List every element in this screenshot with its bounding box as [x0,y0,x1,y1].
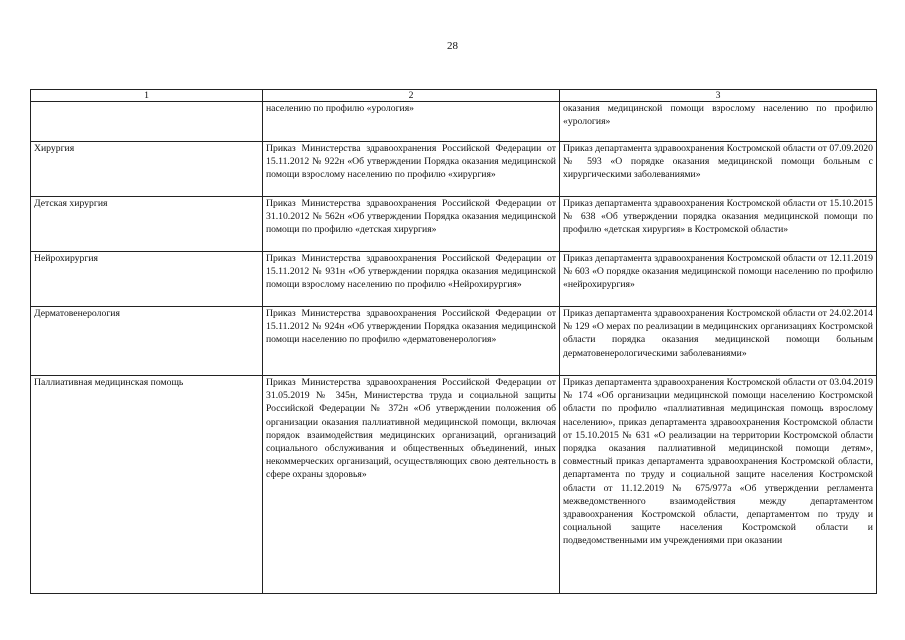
specialty-cell: Паллиативная медицинская помощь [31,376,263,594]
specialty-cell: Хирургия [31,142,263,197]
regional-order-cell: Приказ департамента здравоохранения Костромской области от 03.04.2019 № 174 «Об организации медицинской помощи населению Костромской области по профилю «паллиативная медицинская помощь взрослому населению», приказ департамента здравоохранения Костромской области от 15.10.2015 № 631 «О реализации на территории Костромской области порядка оказания паллиативной медицинской помощи детям», совместный приказ департамента здравоохранения Костромской области, департамента по труду и социальной защите населения Костромской области от 11.12.2019 № 675/977а «Об утверждении регламента межведомственного взаимодействия между департаментом здравоохранения Костромской области, департаментом по труду и социальной защите населения Костромской области и подведомственными им учреждениями при оказании [560,376,877,594]
specialty-cell: Детская хирургия [31,197,263,252]
federal-order-cell: Приказ Министерства здравоохранения Российской Федерации от 15.11.2012 № 931н «Об утверждении порядка оказания медицинской помощи взрослому населению по профилю «Нейрохирургия» [263,252,560,307]
federal-order-cell: Приказ Министерства здравоохранения Российской Федерации от 31.10.2012 № 562н «Об утверждении Порядка оказания медицинской помощи по профилю «детская хирургия» [263,197,560,252]
column-number-2: 2 [263,90,560,102]
federal-order-cell: Приказ Министерства здравоохранения Российской Федерации от 15.11.2012 № 922н «Об утверждении Порядка оказания медицинской помощи взрослому населению по профилю «хирургия» [263,142,560,197]
federal-order-cell: Приказ Министерства здравоохранения Российской Федерации от 31.05.2019 № 345н, Министерства труда и социальной защиты Российской Федерации № 372н «Об утверждении положения об организации оказания паллиативной медицинской помощи, включая порядок взаимодействия медицинских организаций, организаций социального обслуживания и общественных объединений, иных некоммерческих организаций, осуществляющих свою деятельность в сфере охраны здоровья» [263,376,560,594]
regional-order-cell: Приказ департамента здравоохранения Костромской области от 07.09.2020 № 593 «О порядке оказания медицинской помощи больным с хирургическими заболеваниями» [560,142,877,197]
regional-order-cell: Приказ департамента здравоохранения Костромской области от 24.02.2014 № 129 «О мерах по реализации в медицинских организациях Костромской области порядка оказания медицинской помощи больным дерматовенерологическими заболеваниями» [560,307,877,376]
page-number: 28 [447,40,458,52]
table-row [31,376,877,594]
table-header-row [31,90,877,102]
column-number-1: 1 [31,90,263,102]
table-row [31,307,877,376]
table-row [31,252,877,307]
table-row [31,102,877,142]
specialty-cell: Дерматовенерология [31,307,263,376]
table-row [31,142,877,197]
federal-order-cell: населению по профилю «урология» [263,102,560,142]
specialty-cell [31,102,263,142]
orders-table [30,89,877,594]
table-row [31,197,877,252]
column-number-3: 3 [560,90,877,102]
federal-order-cell: Приказ Министерства здравоохранения Российской Федерации от 15.11.2012 № 924н «Об утверждении Порядка оказания медицинской помощи населению по профилю «дерматовенерология» [263,307,560,376]
regional-order-cell: Приказ департамента здравоохранения Костромской области от 12.11.2019 № 603 «О порядке оказания медицинской помощи населению по профилю «нейрохирургия» [560,252,877,307]
specialty-cell: Нейрохирургия [31,252,263,307]
regional-order-cell: Приказ департамента здравоохранения Костромской области от 15.10.2015 № 638 «Об утверждении порядка оказания медицинской помощи по профилю «детская хирургия» в Костромской области» [560,197,877,252]
regional-order-cell: оказания медицинской помощи взрослому населению по профилю «урология» [560,102,877,142]
